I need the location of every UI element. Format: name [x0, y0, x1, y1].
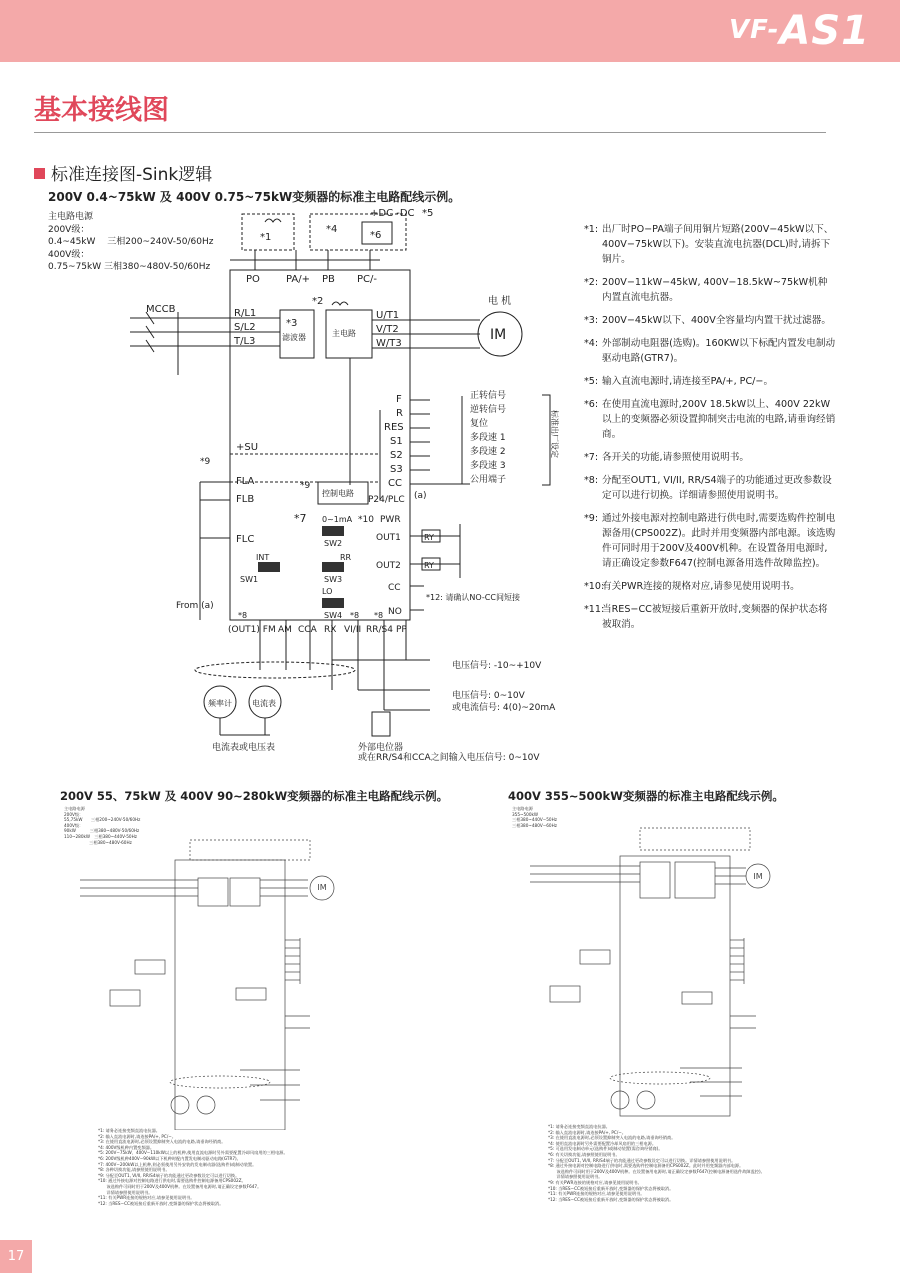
terminal-am: AM — [278, 625, 292, 635]
wiring-diagram-main — [100, 200, 590, 770]
rev-label: 逆转信号 — [470, 405, 507, 415]
filter-label: 滤波器 — [282, 333, 306, 342]
motor-im: IM — [490, 327, 507, 343]
note8b-ref: *8 — [350, 611, 360, 620]
terminal-s1: S1 — [390, 436, 403, 447]
terminal-p24: P24/PLC — [368, 495, 405, 505]
sw3-label: SW3 — [324, 575, 343, 584]
terminal-out2: OUT2 — [376, 561, 401, 571]
note-5: *5: 输入直流电源时,请连接至PA/+, PC/−。 — [584, 376, 774, 387]
pot-caption: 或在RR/S4和CCA之间输入电压信号: 0~10V — [358, 753, 540, 763]
note9-ref: *9 — [200, 457, 211, 467]
page-number: 17 — [0, 1240, 32, 1273]
ammeter-label: 电流表 — [252, 699, 276, 708]
reset-label: 复位 — [470, 419, 489, 429]
terminal-pb: PB — [322, 274, 335, 285]
terminal-r: R/L1 — [234, 308, 257, 319]
factory-setting-label: 标准出厂设定 — [550, 410, 559, 458]
ms1-label: 多段速 1 — [470, 433, 506, 443]
freq-meter-label: 频率计 — [208, 699, 232, 708]
pot-label: 外部电位器 — [358, 743, 404, 753]
terminal-fla: FLA — [236, 476, 255, 487]
terminal-s3: S3 — [390, 464, 403, 475]
note-11: *11: 当RES−CC被短接后重新开放时,变频器的保护状态将被取消。 — [584, 604, 828, 630]
note-1: *1: 出厂时PO−PA端子间用铜片短路(200V−45kW以下、400V−75kW以下)。安装直流电抗器(DCL)时,请拆下铜片。 — [584, 224, 834, 265]
diagram3-notes: *1: 请务必连接变频直流电抗器。 *2: 输入直流电源时,请连接PA/+, PC/−。 *3: 在使用直流电源时,必须设置抑制突入电流的电路,请垂询经销商。 *4: 使用直流电源时另外需要配置冷却风扇用的三相电源。 *5: 可选用发电制动单元(选购件)或制动装置(需咨询经销商)。 *6: 有关切换功能,请参照使用说明书。 *7: 分配至OUT1, VI/II, RR/S4端子的功能通过更改参数设定可以进行切换。详情请参照使用说明书。 *8: 通过外接电源对控制电路进行供电时,需要选购件控制电源备用CPS002Z。此时并用变频器内部电源。 该选购件可同时用于200V及400V机种。在设置备用电源时,请正确设定参数F647(控制电源备用选件故障监控)。 详情请参照使用说明书。 *9: 有关PWR连接的规格对应,请参见使用说明书。 *10: 当RES−CC被短接后重新开放时,变频器的保护状态将被取消。 *11: 有关PWR连接的规格对应,请参见使用说明书。 *12: 当RES−CC被短接后重新开放时,变频器的保护状态将被取消。 — [548, 1124, 765, 1202]
terminal-s: S/L2 — [234, 322, 256, 333]
terminal-pa: PA/+ — [286, 274, 310, 285]
note9b-ref: *9 — [300, 481, 311, 491]
note2-ref: *2 — [312, 296, 324, 307]
rr-label: RR — [340, 553, 352, 562]
note-10: *10: 有关PWR连接的规格对应,请参见使用说明书。 — [584, 581, 800, 592]
current-signal: 或电流信号: 4(0)~20mA — [452, 703, 556, 713]
terminal-f: F — [396, 394, 402, 405]
meter-caption: 电流表或电压表 — [212, 743, 276, 753]
notes-list — [586, 222, 836, 640]
terminal-cc: CC — [388, 478, 402, 489]
ms3-label: 多段速 3 — [470, 461, 506, 471]
note-3: *3: 200V−45kW以下、400V全容量均内置干扰过滤器。 — [584, 315, 831, 326]
note10-ref: *10 — [358, 515, 374, 525]
terminal-po: PO — [246, 274, 260, 285]
section-marker-icon — [34, 168, 45, 179]
diagram1-subtitle: 200V 0.4~75kW 及 400V 0.75~75kW变频器的标准主电路配线示例。 — [48, 190, 461, 204]
terminal-rx: RX — [324, 625, 337, 635]
terminal-res: RES — [384, 422, 404, 433]
diagram2-subtitle: 200V 55、75kW 及 400V 90~280kW变频器的标准主电路配线示例。 — [60, 789, 449, 803]
note-8: *8: 分配至OUT1, VI/II, RR/S4端子的功能通过更改参数设定可以进行切换。详细请参照使用说明书。 — [584, 475, 832, 501]
relay1-label: RY — [424, 533, 434, 542]
motor3-im: IM — [753, 872, 763, 881]
title-divider — [34, 132, 826, 133]
ms2-label: 多段速 2 — [470, 447, 506, 457]
sw1-label: SW1 — [240, 575, 259, 584]
terminal-flc: FLC — [236, 534, 255, 545]
motor2-im: IM — [317, 883, 327, 892]
note-4: *4: 外部制动电阻器(选购)。160KW以下标配内置发电制动驱动电路(GTR7)。 — [584, 338, 836, 364]
note8a-ref: *8 — [238, 611, 248, 620]
su-label: +SU — [236, 442, 259, 453]
sw1-switch — [258, 562, 280, 572]
section-heading: 标准连接图-Sink逻辑 — [34, 160, 212, 185]
ma-label: 0~1mA — [322, 515, 353, 524]
terminal-w: W/T3 — [376, 338, 402, 349]
sw3-switch — [322, 562, 344, 572]
wiring-diagram-3 — [510, 820, 830, 1120]
wiring-diagram-2 — [60, 820, 380, 1130]
terminal-v: V/T2 — [376, 324, 399, 335]
mccb-label: MCCB — [146, 304, 176, 315]
lo-label: LO — [322, 587, 333, 596]
terminal-pwr: PWR — [380, 515, 401, 525]
fwd-label: 正转信号 — [470, 391, 507, 401]
terminal-cc2: CC — [388, 583, 401, 593]
control-circuit-label: 控制电路 — [322, 489, 354, 498]
diagram3-subtitle: 400V 355~500kW变频器的标准主电路配线示例。 — [508, 789, 784, 803]
sw4-switch — [322, 598, 344, 608]
diagram2-supply: 主电路电源 200V级： 55,75kW 三相200~240V-50/60Hz 400V级： 90kW 三相380~480V-50/60Hz 110~280kW 三相380~440V-50Hz 三相380~480V-60Hz — [64, 806, 141, 845]
note-7: *7: 各开关的功能,请参照使用说明书。 — [584, 452, 749, 463]
terminal-pp: PP — [396, 625, 407, 635]
note8c-ref: *8 — [374, 611, 384, 620]
diagram2-notes: *1: 请务必连接变频直流电抗器。 *2: 输入直流电源时,请连接PA/+, PC/−。 *3: 在使用直流电源时,必须设置抑制突入电流的电路,请垂询经销商。 *4: 400V级机种内置变频器。 *5: 200V−75kW、400V−110kW以上的机种,使用直流电源时另外需要配置冷却风扇用的三相电源。 *6: 200V级机种400V−90kW以下机种时配内置发电制动驱动电路(GTR7)。 *7: 400V−200kW以上机种,则必须使用另外安装的发电制动器(选购件)或制动装置。 *8: 各种切换功能,请参照使用说明书。 *9: 分配至OUT1, VI/II, RR/S4端子的功能通过更改参数设定可以进行切换。 *10: 通过外接电源对控制电路进行供电时,需要选购件控制电源备用CPS002Z。 该选购件可同时用于200V及400V机种。在设置备用电源时,请正确设定参数F647。 详情请参照使用说明书。 *11: 有关PWR连接的规格对应,请参见使用说明书。 *12: 当RES−CC被短接后重新开放时,变频器的保护状态将被取消。 — [98, 1128, 288, 1206]
terminal-u: U/T1 — [376, 310, 400, 321]
note-9: *9: 通过外接电源对控制电路进行供电时,需要选购件控制电源备用(CPS002Z)。此时并用变频器内部电源。该选购件可同时用于200V及400V机种。在设置备用电源时,请正确设定参数F647(控制电源备用选件故障监控)。 — [584, 513, 836, 569]
terminal-cca: CCA — [298, 625, 317, 635]
relay2-label: RY — [424, 561, 434, 570]
terminal-out1: OUT1 — [376, 533, 401, 543]
sw2-switch — [322, 526, 344, 536]
sw2-label: SW2 — [324, 539, 343, 548]
note3-ref: *3 — [286, 318, 298, 329]
note1-ref: *1 — [260, 232, 272, 243]
terminal-r2: R — [396, 408, 403, 419]
dc-label: +DC -DC — [370, 208, 415, 219]
a-marker: (a) — [414, 491, 427, 501]
main-circuit-label: 主电路 — [332, 329, 356, 338]
int-label: INT — [256, 553, 270, 562]
terminal-s2: S2 — [390, 450, 403, 461]
brand-logo: VF-AS1 — [729, 8, 870, 54]
note-2: *2: 200V−11kW−45kW, 400V−18.5kW~75kW机种内置直流电抗器。 — [584, 277, 828, 303]
common-label: 公用端子 — [470, 475, 507, 485]
terminal-t: T/L3 — [234, 336, 256, 347]
diagram3-supply: 主电路电源 355~500kW 三相380~440V−50Hz 三相380~480V−60Hz — [512, 806, 557, 828]
voltage-signal-2: 电压信号: 0~10V — [452, 691, 525, 701]
voltage-signal-1: 电压信号: -10~+10V — [452, 661, 542, 671]
note5-ref: *5 — [422, 208, 434, 219]
note4-ref: *4 — [326, 224, 338, 235]
note12-label: *12: 请确认NO-CC间短接 — [426, 593, 520, 602]
terminal-no: NO — [388, 607, 402, 617]
terminal-flb: FLB — [236, 494, 255, 505]
note7-ref: *7 — [294, 512, 307, 525]
terminal-pc: PC/- — [357, 274, 377, 285]
note6-ref: *6 — [370, 230, 382, 241]
from-a-label: From (a) — [176, 601, 214, 611]
diagram1-supply: 主电路电源 200V级： 0.4~45kW 三相200~240V-50/60Hz 400V级： 0.75~75kW 三相380~480V-50/60Hz — [48, 212, 214, 272]
terminal-fm: (OUT1) FM — [228, 625, 276, 635]
page-title: 基本接线图 — [34, 95, 169, 126]
sw4-label: SW4 — [324, 611, 343, 620]
motor-label: 电 机 — [488, 296, 512, 307]
note-6: *6: 在使用直流电源时,200V 18.5kW以上、400V 22kW以上的变频器必须设置抑制突击电流的电路,请垂询经销商。 — [584, 399, 836, 440]
terminal-vi: VI/II — [344, 625, 362, 635]
terminal-rrs4: RR/S4 — [366, 625, 393, 635]
